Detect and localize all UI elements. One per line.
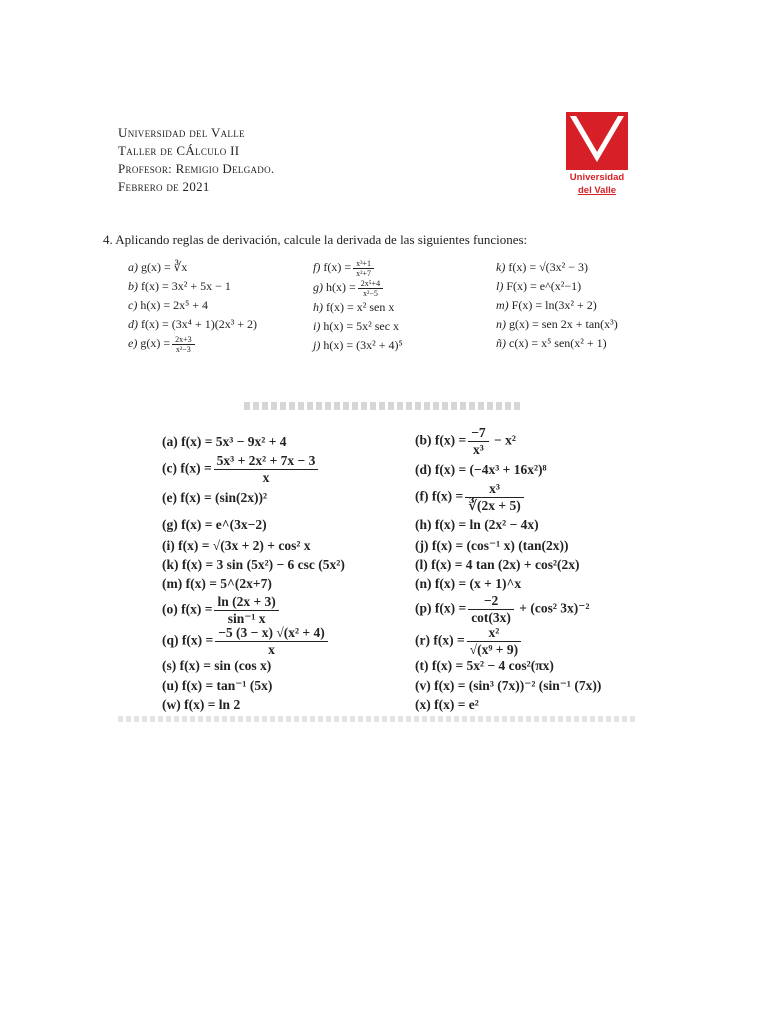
exercise-column-1 <box>128 258 257 354</box>
exercise2-item-m: (m) f(x) = 5^(2x+7) <box>162 576 272 591</box>
exercise2-item-p: (p) f(x) = $\frac{-2}{\cot(3x)}$ + (cos² 3x)⁻² <box>415 593 590 625</box>
exercise2-item-i: (i) f(x) = √(3x + 2) + cos² x <box>162 538 311 553</box>
university-logo <box>566 112 628 200</box>
exercise2-item-n: (n) f(x) = (x + 1)^x <box>415 576 522 591</box>
exercise2-item-u: (u) f(x) = tan⁻¹ (5x) <box>162 678 273 693</box>
exercise-item: e) g(x) = $\frac{2x+3}{\text{x²−3}}$ <box>128 334 257 354</box>
logo-emblem-icon <box>566 112 628 170</box>
exercise-item: k) f(x) = √(3x² − 3) <box>496 260 589 274</box>
exercise2-item-k: (k) f(x) = 3 sin (5x²) − 6 csc (5x²) <box>162 557 345 572</box>
header-professor: Profesor: Remigio Delgado. <box>118 161 275 176</box>
exercise2-item-c: (c) f(x) = $\frac{\text{5x³ + 2x² + 7x − 3}}{x}$ <box>162 453 320 486</box>
exercise-item: a) g(x) = ∛x <box>128 260 188 274</box>
exercise2-item-l: (l) f(x) = 4 tan (2x) + cos²(2x) <box>415 557 580 572</box>
cropped-text-remnant <box>118 716 638 722</box>
exercise2-item-v: (v) f(x) = (sin³ (7x))⁻² (sin⁻¹ (7x)) <box>415 678 602 693</box>
exercise-item: ñ) c(x) = x⁵ sen(x² + 1) <box>496 336 607 350</box>
exercise2-item-r: (r) f(x) = $\frac{\text{x²}}{\text{√(x⁹ + 9)}}$ <box>415 625 523 658</box>
logo-text-universidad: Universidad <box>569 172 625 183</box>
exercise-item: f) f(x) = $\frac{\text{x³+1}}{\text{x²+7}}$ <box>313 258 403 278</box>
exercise2-item-b: (b) f(x) = $\frac{-7}{\text{x³}}$ − x² <box>415 425 516 457</box>
exercise2-item-o: (o) f(x) = $\frac{\ln (2x + 3)}{\text{sin⁻¹ x}}$ <box>162 594 281 627</box>
question-title: 4. Aplicando reglas de derivación, calcule la derivada de las siguientes funciones: <box>103 232 528 247</box>
header-university: Universidad del Valle <box>118 125 245 140</box>
document-header <box>118 124 274 196</box>
exercise2-item-x: (x) f(x) = e² <box>415 697 479 712</box>
exercise-item: n) g(x) = sen 2x + tan(x³) <box>496 317 618 331</box>
exercise2-item-a: (a) f(x) = 5x³ − 9x² + 4 <box>162 434 287 449</box>
exercise-item: c) h(x) = 2x⁵ + 4 <box>128 298 209 312</box>
exercise2-item-s: (s) f(x) = sin (cos x) <box>162 658 272 673</box>
header-course: Taller de CÁlculo II <box>118 143 240 158</box>
exercise-item: m) F(x) = ln(3x² + 2) <box>496 298 597 312</box>
exercise2-item-e: (e) f(x) = (sin(2x))² <box>162 490 268 505</box>
exercise2-item-d: (d) f(x) = (−4x³ + 16x²)⁸ <box>415 462 547 477</box>
exercise-item: g) h(x) = $\frac{\text{2x⁵+4}}{\text{x²−5}}$ <box>313 278 403 298</box>
exercise-item: h) f(x) = x² sen x <box>313 299 395 314</box>
header-date: Febrero de 2021 <box>118 179 210 194</box>
cropped-heading-remnant <box>244 402 520 410</box>
exercise2-item-f: (f) f(x) = $\frac{\text{x³}}{∛(2x + 5)}$ <box>415 481 526 514</box>
exercise-column-2 <box>313 258 403 355</box>
exercise-item: j) h(x) = (3x² + 4)⁵ <box>313 337 403 352</box>
exercise2-item-t: (t) f(x) = 5x² − 4 cos²(πx) <box>415 658 554 673</box>
exercise2-item-j: (j) f(x) = (cos⁻¹ x) (tan(2x)) <box>415 538 569 553</box>
exercise-item: d) f(x) = (3x⁴ + 1)(2x³ + 2) <box>128 317 258 331</box>
exercise2-item-q: (q) f(x) = $\frac{\text{−5 (3 − x) √(x² + 4)}}{x}$ <box>162 625 330 658</box>
exercise2-item-h: (h) f(x) = ln (2x² − 4x) <box>415 517 539 532</box>
exercise-item: i) h(x) = 5x² sec x <box>313 318 400 333</box>
exercise-item: b) f(x) = 3x² + 5x − 1 <box>128 279 231 293</box>
logo-text-del-valle: del Valle <box>577 185 617 196</box>
exercise-item: l) F(x) = e^(x²−1) <box>496 279 582 293</box>
exercise-column-3 <box>496 258 618 353</box>
exercise2-item-g: (g) f(x) = e^(3x−2) <box>162 517 267 532</box>
exercise2-item-w: (w) f(x) = ln 2 <box>162 697 241 712</box>
